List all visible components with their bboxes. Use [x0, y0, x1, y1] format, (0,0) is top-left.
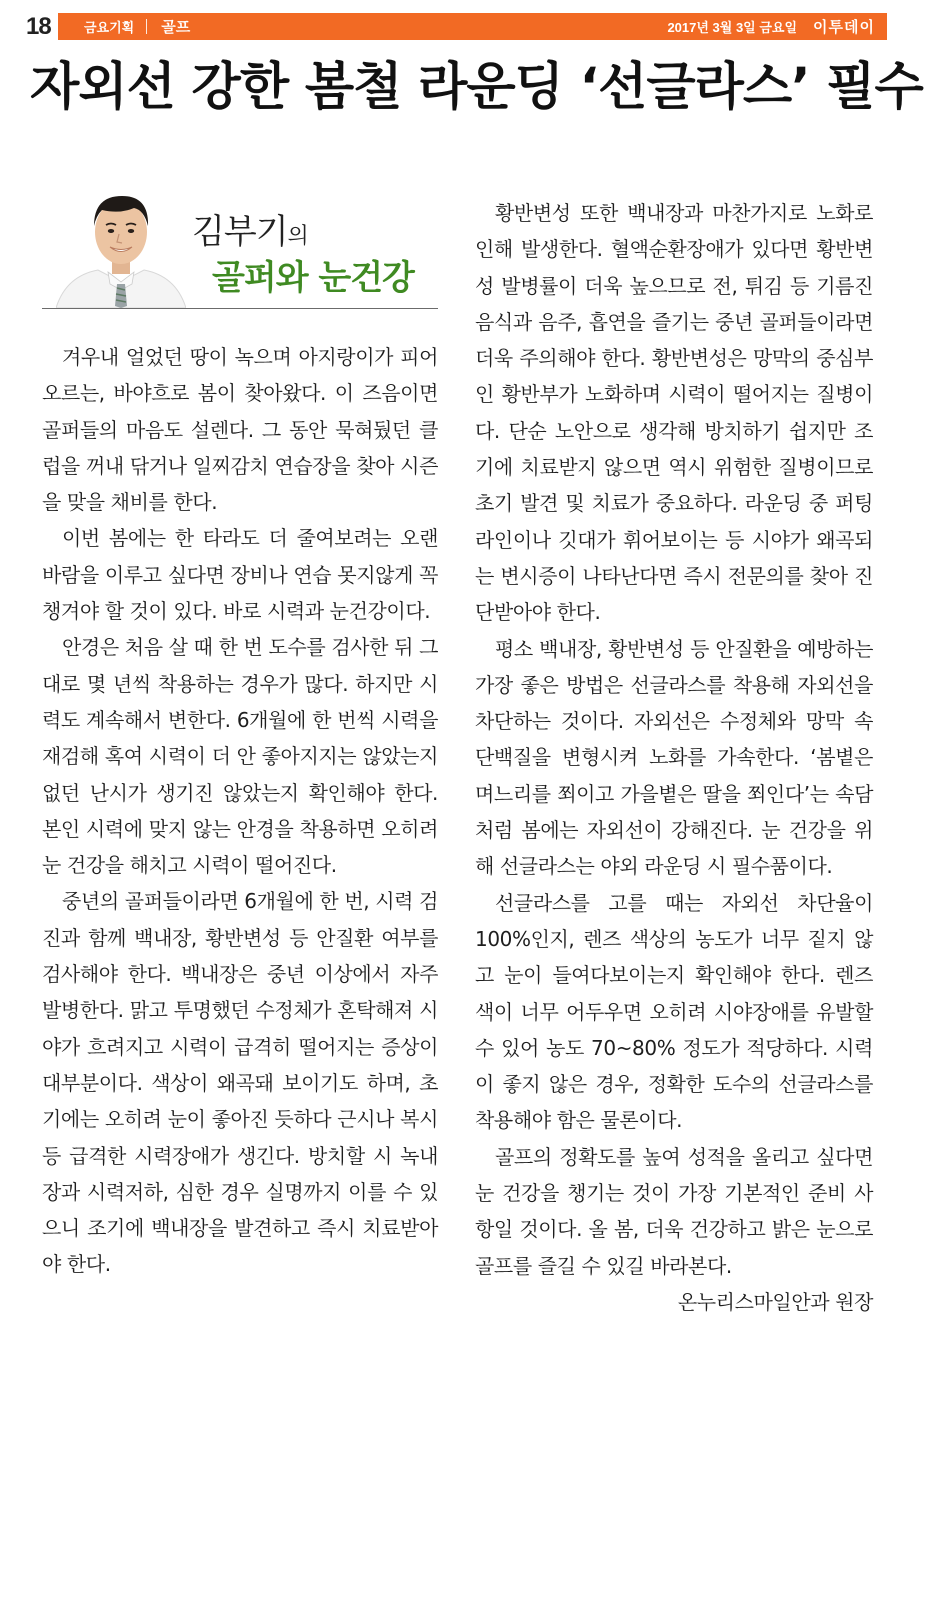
paragraph: 황반변성 또한 백내장과 마찬가지로 노화로 인해 발생한다. 혈액순환장애가 있다면 황반변성 발병률이 더욱 높으므로 전, 튀김 등 기름진 음식과 음주, 흡연을 즐기는 중년 골퍼들이라면 더욱 주의해야 한다. 황반변성은 망막의 중심부인 황반부가 노화하며 시력이 떨어지는 질병이다. 단순 노안으로 생각해 방치하기 쉽지만 조기에 치료받지 않으면 역시 위험한 질병이므로 초기 발견 및 치료가 중요하다. 라운딩 중 퍼팅라인이나 깃대가 휘어보이는 등 시야가 왜곡되는 변시증이 나타난다면 즉시 전문의를 찾아 진단받아야 한다. [475, 201, 873, 625]
paragraph: 중년의 골퍼들이라면 6개월에 한 번, 시력 검진과 함께 백내장, 황반변성 등 안질환 여부를 검사해야 한다. 백내장은 중년 이상에서 자주 발병한다. 맑고 투명했던 수정체가 혼탁해져 시야가 흐려지고 시력이 급격히 떨어지는 증상이 대부분이다. 색상이 왜곡돼 보이기도 하며, 초기에는 오히려 눈이 좋아진 듯하다 근시나 복시 등 급격한 시력장애가 생긴다. 방치할 시 녹내장과 시력저하, 심한 경우 실명까지 이를 수 있으니 조기에 백내장을 발견하고 즉시 치료받아야 한다. [42, 889, 438, 1277]
issue-date: 2017년 3월 3일 금요일 [667, 20, 798, 35]
category-label: 골프 [161, 19, 191, 36]
article-column-right [475, 195, 873, 1320]
article-headline: 자외선 강한 봄철 라운딩 ‘선글라스’ 필수 [30, 58, 923, 117]
header-divider [146, 19, 147, 34]
newspaper-logo: 이투데이 [813, 19, 875, 36]
paragraph: 이번 봄에는 한 타라도 더 줄여보려는 오랜 바람을 이루고 싶다면 장비나 연습 못지않게 꼭 챙겨야 할 것이 있다. 바로 시력과 눈건강이다. [42, 526, 438, 624]
paragraph: 골프의 정확도를 높여 성적을 올리고 싶다면 눈 건강을 챙기는 것이 가장 기본적인 준비 사항일 것이다. 올 봄, 더욱 건강하고 밝은 눈으로 골프를 즐길 수 있길 바라본다. [475, 1144, 873, 1278]
paragraph: 선글라스를 고를 때는 자외선 차단율이 100%인지, 렌즈 색상의 농도가 너무 짙지 않고 눈이 들여다보이는지 확인해야 한다. 렌즈 색이 너무 어두우면 오히려 시야장애를 유발할 수 있어 농도 70~80% 정도가 적당하다. 시력이 좋지 않은 경우, 정확한 도수의 선글라스를 착용해야 함은 물론이다. [475, 890, 873, 1133]
column-title: 골퍼와 눈건강 [212, 258, 414, 298]
section-label: 금요기획 [84, 20, 135, 35]
author-portrait-icon [56, 184, 186, 308]
page-number: 18 [26, 13, 51, 40]
author-byline: 온누리스마일안과 원장 [677, 1289, 873, 1314]
paragraph: 안경은 처음 살 때 한 번 도수를 검사한 뒤 그대로 몇 년씩 착용하는 경우가 많다. 하지만 시력도 계속해서 변한다. 6개월에 한 번씩 시력을 재검해 혹여 시력이 더 안 좋아지지는 않았는지 없던 난시가 생기진 않았는지 확인해야 한다. 본인 시력에 맞지 않는 안경을 착용하면 오히려 눈 건강을 해치고 시력이 떨어진다. [42, 635, 438, 878]
article-column-left [42, 339, 438, 1283]
column-title-box [42, 180, 438, 309]
author-name: 김부기 [192, 212, 288, 252]
paragraph: 평소 백내장, 황반변성 등 안질환을 예방하는 가장 좋은 방법은 선글라스를 착용해 자외선을 차단하는 것이다. 자외선은 수정체와 망막 속 단백질을 변형시켜 노화를 가속한다. ‘봄볕은 며느리를 쬐이고 가을볕은 딸을 쬐인다’는 속담처럼 봄에는 자외선이 강해진다. 눈 건강을 위해 선글라스는 야외 라운딩 시 필수품이다. [475, 636, 873, 879]
section-header-bar [58, 13, 887, 40]
paragraph: 겨우내 얼었던 땅이 녹으며 아지랑이가 피어 오르는, 바야흐로 봄이 찾아왔다. 이 즈음이면 골퍼들의 마음도 설렌다. 그 동안 묵혀뒀던 클럽을 꺼내 닦거나 일찌감치 연습장을 찾아 시즌을 맞을 채비를 한다. [42, 345, 438, 515]
author-suffix: 의 [287, 224, 308, 249]
column-author [192, 204, 308, 253]
